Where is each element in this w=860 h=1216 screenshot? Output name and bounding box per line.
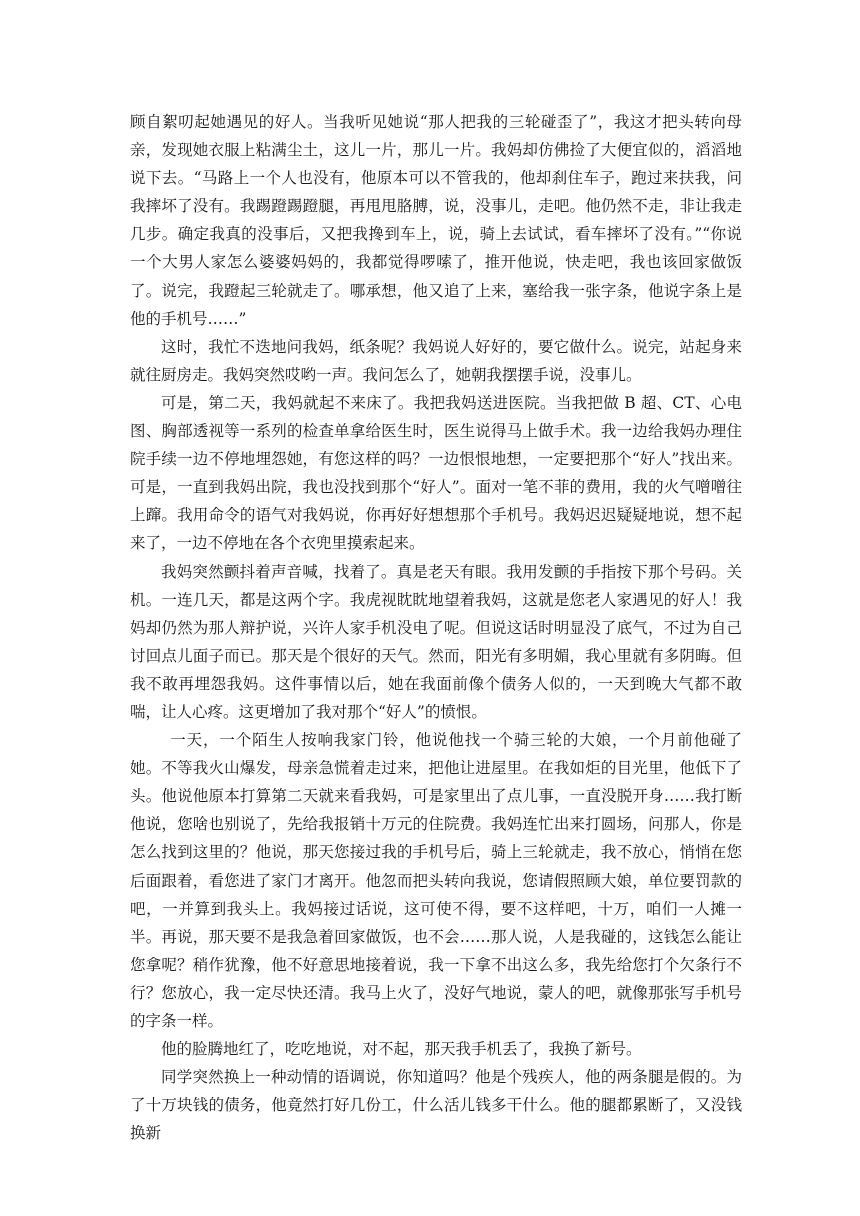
paragraph-3: 可是，第二天，我妈就起不来床了。我把我妈送进医院。当我把做 B 超、CT、心电图、胸部透视等一系列的检查单拿给医生时，医生说得马上做手术。我一边给我妈办理住院手续一边不停地埋怨她，有您这样的吗？一边恨恨地想，一定要把那个“好人”找出来。可是，一直到我妈出院，我也没找到那个“好人”。面对一笔不菲的费用，我的火气噌噌往上蹿。我用命令的语气对我妈说，你再好好想想那个手机号。我妈迟迟疑疑地说，想不起来了，一边不停地在各个衣兜里摸索起来。 — [130, 393, 742, 553]
paragraph-2: 这时，我忙不迭地问我妈，纸条呢？我妈说人好好的，要它做什么。说完，站起身来就往厨房走。我妈突然哎哟一声。我问怎么了，她朝我摆摆手说，没事儿。 — [130, 337, 742, 384]
paragraph-4: 我妈突然颤抖着声音喊，找着了。真是老天有眼。我用发颤的手指按下那个号码。关机。一连几天，都是这两个字。我虎视眈眈地望着我妈，这就是您老人家遇见的好人！我妈却仍然为那人辩护说，兴许人家手机没电了呢。但说这话时明显没了底气，不过为自己讨回点儿面子而已。那天是个很好的天气。然而，阳光有多明媚，我心里就有多阴晦。但我不敢再埋怨我妈。这件事情以后，她在我面前像个债务人似的，一天到晚大气都不敢喘，让人心疼。这更增加了我对那个“好人”的愤恨。 — [130, 562, 742, 721]
paragraph-5: 一天，一个陌生人按响我家门铃，他说他找一个骑三轮的大娘，一个月前他碰了她。不等我火山爆发，母亲急慌着走过来，把他让进屋里。在我如炬的目光里，他低下了头。他说他原本打算第二天就来看我妈，可是家里出了点儿事，一直没脱开身……我打断他说，您啥也别说了，先给我报销十万元的住院费。我妈连忙出来打圆场，问那人，你是怎么找到这里的？他说，那天您接过我的手机号后，骑上三轮就走，我不放心，悄悄在您后面跟着，看您进了家门才离开。他忽而把头转向我说，您请假照顾大娘，单位要罚款的吧，一并算到我头上。我妈接过话说，这可使不得，要不这样吧，十万，咱们一人摊一半。再说，那天要不是我急着回家做饭，也不会……那人说，人是我碰的，这钱怎么能让您拿呢？稍作犹豫，他不好意思地接着说，我一下拿不出这么多，我先给您打个欠条行不行？您放心，我一定尽快还清。我马上火了，没好气地说，蒙人的吧，就像那张写手机号的字条一样。 — [130, 731, 742, 1030]
paragraph-6: 他的脸腾地红了，吃吃地说，对不起，那天我手机丢了，我换了新号。 — [161, 1040, 642, 1059]
paragraph-1: 顾自絮叨起她遇见的好人。当我听见她说“那人把我的三轮碰歪了”，我这才把头转向母亲，发现她衣服上粘满尘土，这儿一片，那儿一片。我妈却仿佛捡了大便宜似的，滔滔地说下去。“马路上一个人也没有，他原本可以不管我的，他却刹住车子，跑过来扶我，问我摔坏了没有。我踢蹬踢蹬腿，再甩甩胳膊，说，没事儿，走吧。他仍然不走，非让我走几步。确定我真的没事后，又把我搀到车上，说，骑上去试试，看车摔坏了没有。”“你说一个大男人家怎么婆婆妈妈的，我都觉得啰嗦了，推开他说，快走吧，我也该回家做饭了。说完，我蹬起三轮就走了。哪承想，他又追了上来，塞给我一张字条，他说字条上是他的手机号……” — [130, 113, 742, 328]
paragraph-7: 同学突然换上一种动情的语调说，你知道吗？他是个残疾人，他的两条腿是假的。为了十万块钱的债务，他竟然打好几份工，什么活儿钱多干什么。他的腿都累断了，又没钱换新 — [130, 1068, 742, 1143]
document-body — [130, 108, 742, 1147]
